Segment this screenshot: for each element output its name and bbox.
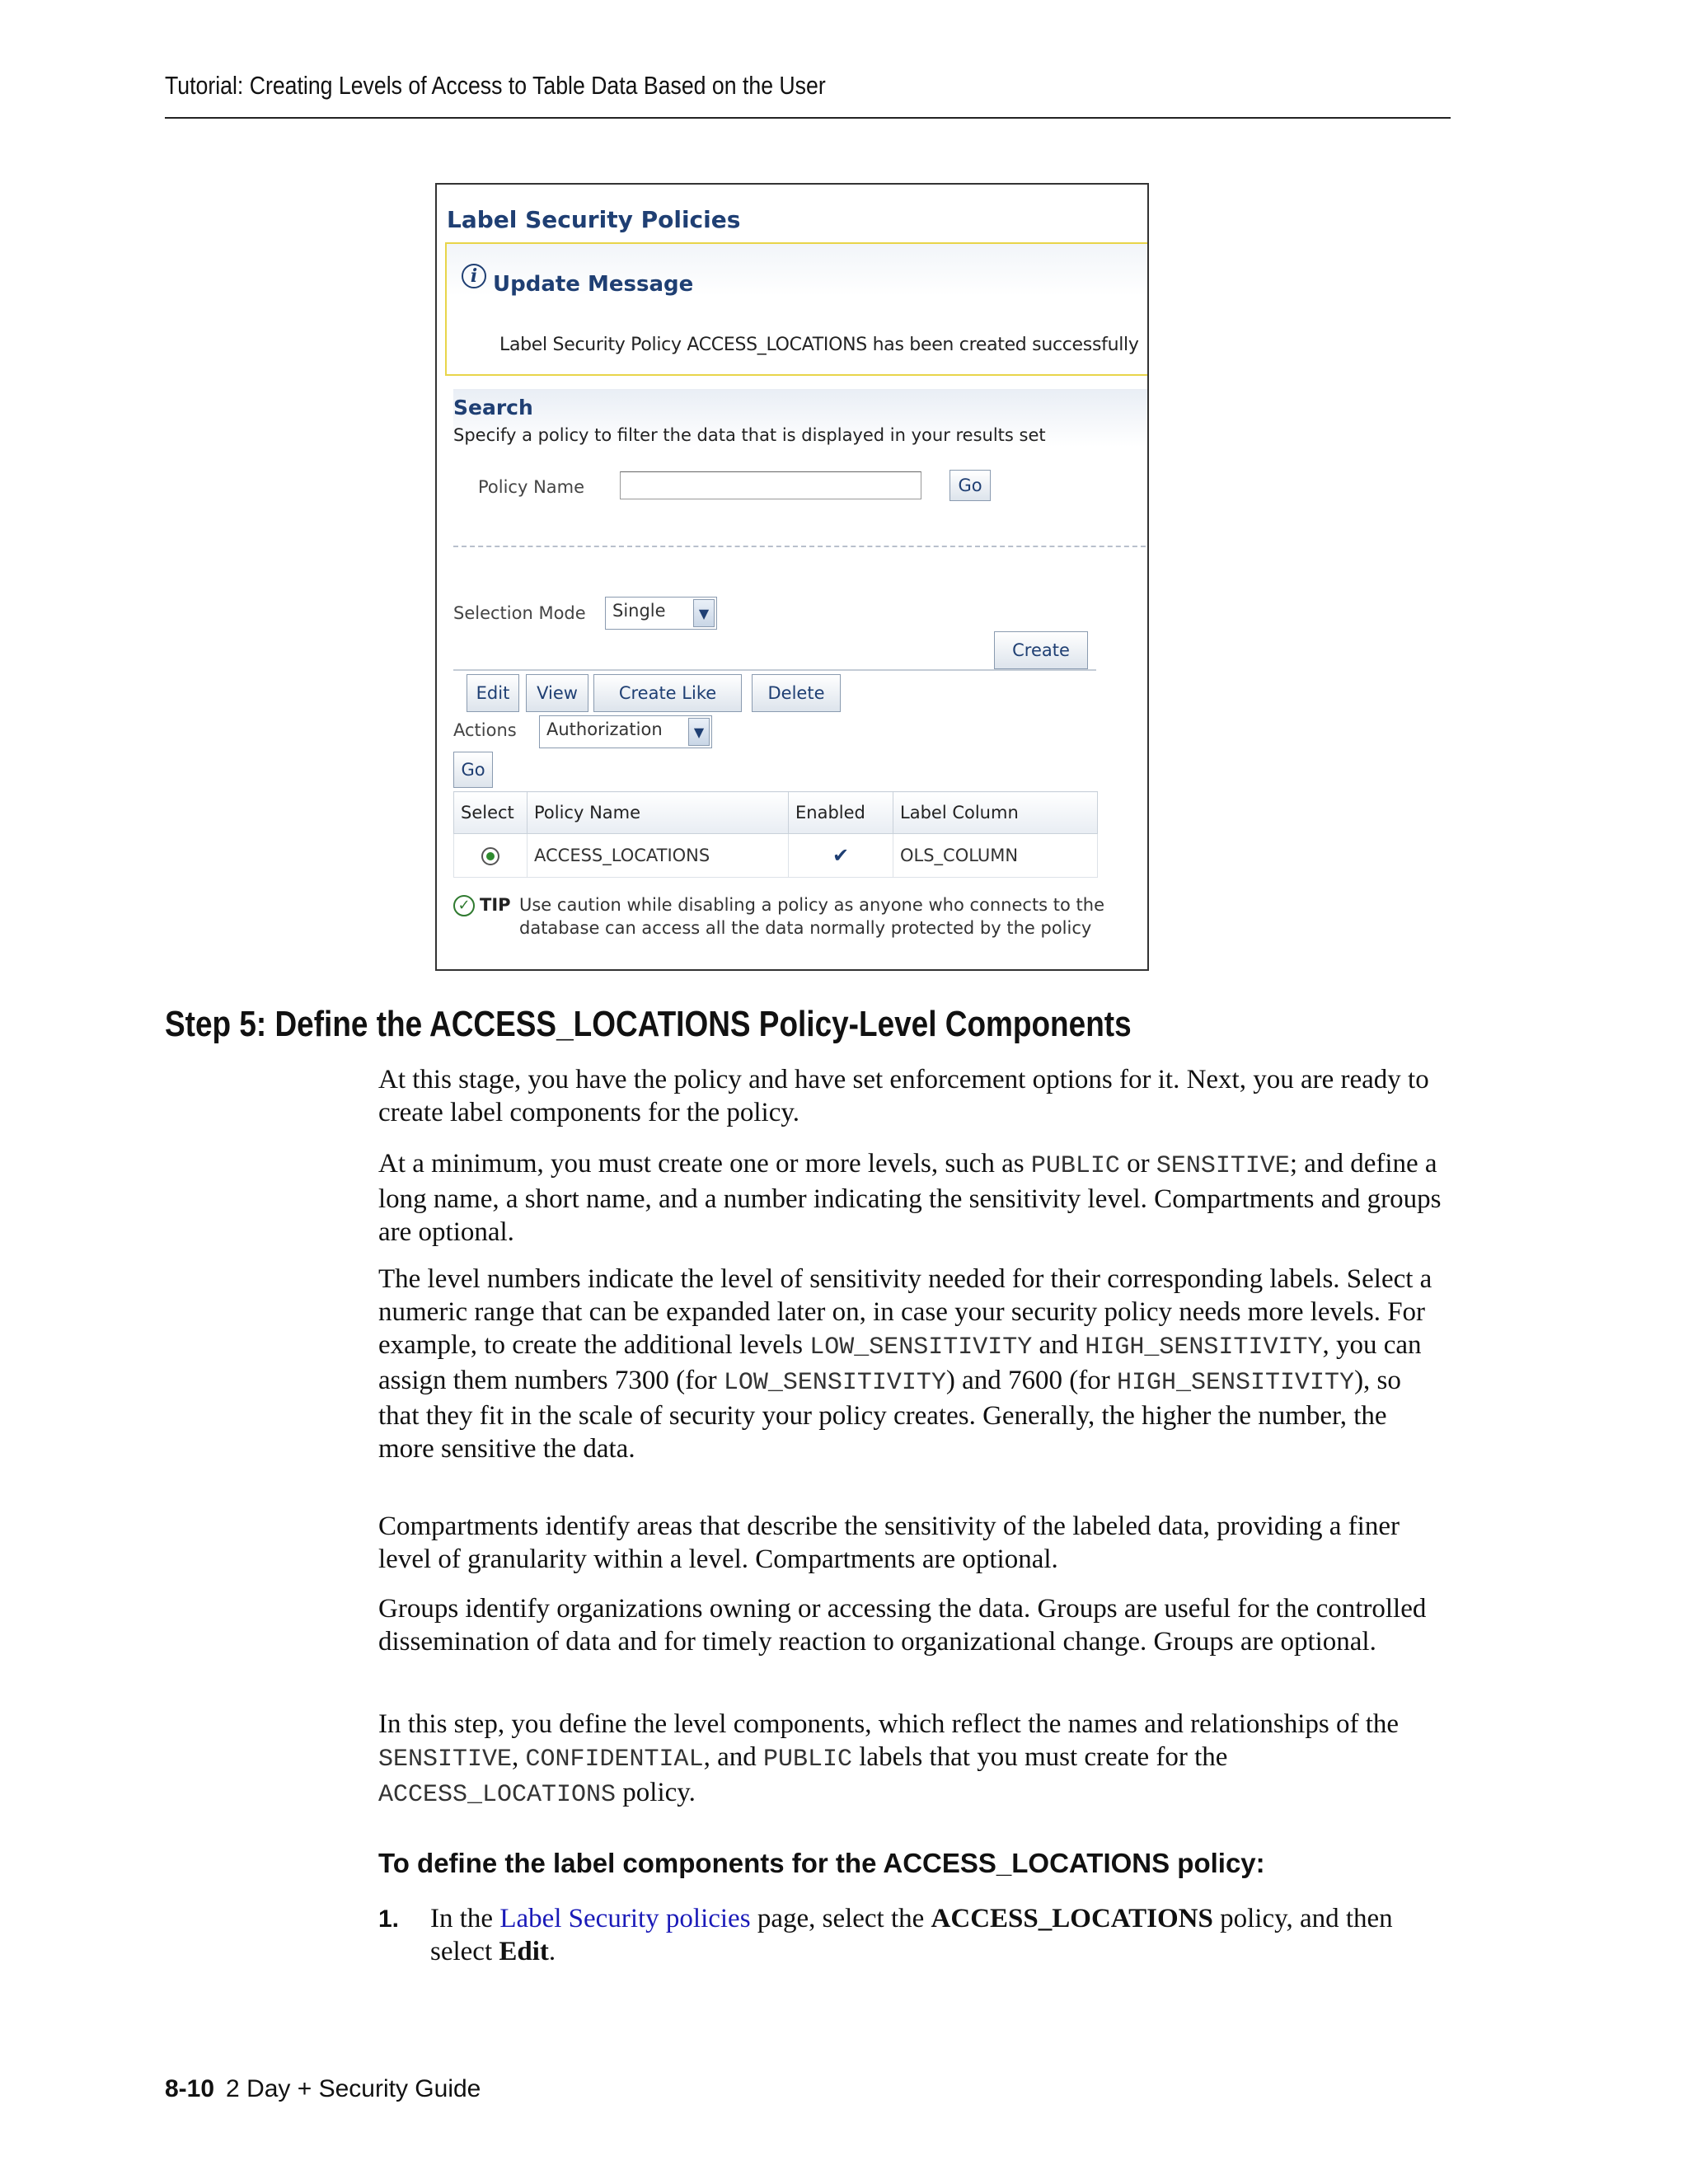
column-header-enabled: Enabled	[789, 792, 893, 834]
update-message-title: Update Message	[493, 272, 694, 297]
page-footer	[165, 2075, 481, 2103]
paragraph-4-text: Compartments identify areas that describe the sensitivity of the labeled data, providing a finer level of granularity within a level. Compartments are optional.	[378, 1511, 1400, 1574]
actions-select[interactable]	[539, 715, 712, 748]
toolbar-rule	[453, 669, 1096, 671]
page-number: 8-10	[165, 2075, 215, 2102]
search-description: Specify a policy to filter the data that is displayed in your results set	[453, 425, 1046, 445]
policy-name-cell: ACCESS_LOCATIONS	[528, 834, 789, 878]
text-run: , and	[703, 1742, 763, 1772]
paragraph-1-text: At this stage, you have the policy and have set enforcement options for it. Next, you are ready to create label components for the policy.	[378, 1065, 1429, 1127]
paragraph-5-text: Groups identify organizations owning or accessing the data. Groups are useful for the controlled dissemination of data and for timely reaction to organizational change. Groups are optional.	[378, 1594, 1427, 1657]
chevron-down-icon: ▼	[688, 718, 710, 746]
procedure-heading: To define the label components for the ACCESS_LOCATIONS policy:	[378, 1848, 1265, 1878]
tip-text-line-1: Use caution while disabling a policy as anyone who connects to the	[519, 895, 1105, 915]
text-run: page, select the	[750, 1904, 931, 1933]
step-1-text	[430, 1902, 1444, 1968]
code-public: PUBLIC	[762, 1746, 853, 1774]
tip-label: TIP	[480, 895, 511, 915]
column-header-select: Select	[454, 792, 528, 834]
header-rule	[165, 117, 1451, 119]
update-message-text: Label Security Policy ACCESS_LOCATIONS has been created successfully	[499, 335, 1139, 355]
paragraph-2	[378, 1147, 1442, 1249]
table-header-row	[454, 792, 1098, 834]
code-sensitive: SENSITIVE	[378, 1746, 513, 1774]
text-run: In this step, you define the level components, which reflect the names and relationships of the	[378, 1709, 1400, 1739]
code-access-locations: ACCESS_LOCATIONS	[378, 1781, 617, 1809]
code-high-sensitivity: HIGH_SENSITIVITY	[1117, 1369, 1355, 1397]
view-button[interactable]: View	[526, 674, 588, 712]
chevron-down-icon: ▼	[693, 599, 715, 627]
update-message-box	[445, 242, 1149, 376]
text-run: ,	[512, 1742, 526, 1772]
paragraph-1	[378, 1063, 1442, 1129]
text-run: ; and define a long name, a short name, and a number indicating the sensitivity level. Compartments and groups are optional.	[378, 1149, 1442, 1247]
text-run: .	[548, 1937, 556, 1966]
column-header-label-column: Label Column	[893, 792, 1098, 834]
text-run: or	[1119, 1149, 1156, 1179]
create-like-button[interactable]: Create Like	[593, 674, 742, 712]
code-low-sensitivity: LOW_SENSITIVITY	[723, 1369, 946, 1397]
text-run: labels that you must create for the	[852, 1742, 1228, 1772]
step-heading: Step 5: Define the ACCESS_LOCATIONS Policy-Level Components	[165, 1004, 1132, 1044]
paragraph-6-text	[378, 1708, 1442, 1811]
column-header-policy-name: Policy Name	[528, 792, 789, 834]
delete-button[interactable]: Delete	[752, 674, 841, 712]
text-run: ) and 7600 (for	[945, 1366, 1118, 1395]
text-run: In the	[430, 1904, 500, 1933]
tip-check-icon: ✓	[453, 895, 475, 916]
info-icon: i	[462, 264, 486, 288]
code-high-sensitivity: HIGH_SENSITIVITY	[1085, 1333, 1323, 1361]
paragraph-3-text	[378, 1263, 1442, 1465]
bold-access-locations: ACCESS_LOCATIONS	[931, 1904, 1213, 1933]
policy-name-input[interactable]	[620, 471, 921, 499]
label-column-cell: OLS_COLUMN	[893, 834, 1098, 878]
code-low-sensitivity: LOW_SENSITIVITY	[809, 1333, 1033, 1361]
tip-text-line-2: database can access all the data normally protected by the policy	[519, 918, 1092, 938]
actions-label: Actions	[453, 720, 517, 740]
policy-name-label: Policy Name	[478, 477, 585, 497]
step-number: 1.	[378, 1905, 400, 1933]
search-divider	[453, 546, 1149, 547]
text-run: , you can assign them numbers 7300 (for	[378, 1330, 1422, 1395]
table-row	[454, 834, 1098, 878]
selection-mode-select[interactable]	[605, 597, 717, 630]
text-run: policy, and then select	[430, 1904, 1393, 1966]
paragraph-2-text	[378, 1147, 1442, 1249]
selection-mode-value: Single	[612, 601, 666, 621]
running-header: Tutorial: Creating Levels of Access to Table Data Based on the User	[165, 71, 826, 100]
code-sensitive: SENSITIVE	[1156, 1152, 1290, 1180]
edit-button[interactable]: Edit	[467, 674, 519, 712]
actions-go-button[interactable]: Go	[453, 752, 493, 788]
policy-select-radio[interactable]	[481, 847, 499, 865]
paragraph-5	[378, 1592, 1442, 1658]
text-run: ), so that they fit in the scale of security your policy creates. Generally, the higher the number, the more sensitive the data.	[378, 1366, 1401, 1464]
text-run: policy.	[616, 1778, 696, 1807]
paragraph-4	[378, 1510, 1442, 1576]
book-title: 2 Day + Security Guide	[226, 2075, 481, 2102]
text-run: and	[1032, 1330, 1085, 1360]
code-confidential: CONFIDENTIAL	[525, 1746, 704, 1774]
paragraph-6	[378, 1708, 1442, 1811]
selection-mode-label: Selection Mode	[453, 603, 586, 623]
enabled-cell	[789, 834, 893, 878]
search-title: Search	[453, 396, 533, 419]
label-security-policies-link[interactable]: Label Security policies	[499, 1904, 751, 1933]
text-run: The level numbers indicate the level of sensitivity needed for their corresponding labels. Select a numeric range that can be expanded later on, in case your security policy needs more levels. For example, to create the additional levels	[378, 1264, 1432, 1360]
text-run: At a minimum, you must create one or more levels, such as	[378, 1149, 1031, 1179]
page-title: Label Security Policies	[447, 206, 741, 233]
checkmark-icon: ✔	[832, 844, 850, 867]
paragraph-3	[378, 1263, 1442, 1465]
bold-edit: Edit	[499, 1937, 549, 1966]
actions-value: Authorization	[546, 719, 663, 739]
code-public: PUBLIC	[1030, 1152, 1120, 1180]
create-button[interactable]: Create	[994, 631, 1088, 669]
search-go-button[interactable]: Go	[950, 470, 991, 501]
policies-table	[453, 791, 1098, 878]
select-cell	[454, 834, 528, 878]
label-security-policies-screenshot	[435, 183, 1149, 971]
